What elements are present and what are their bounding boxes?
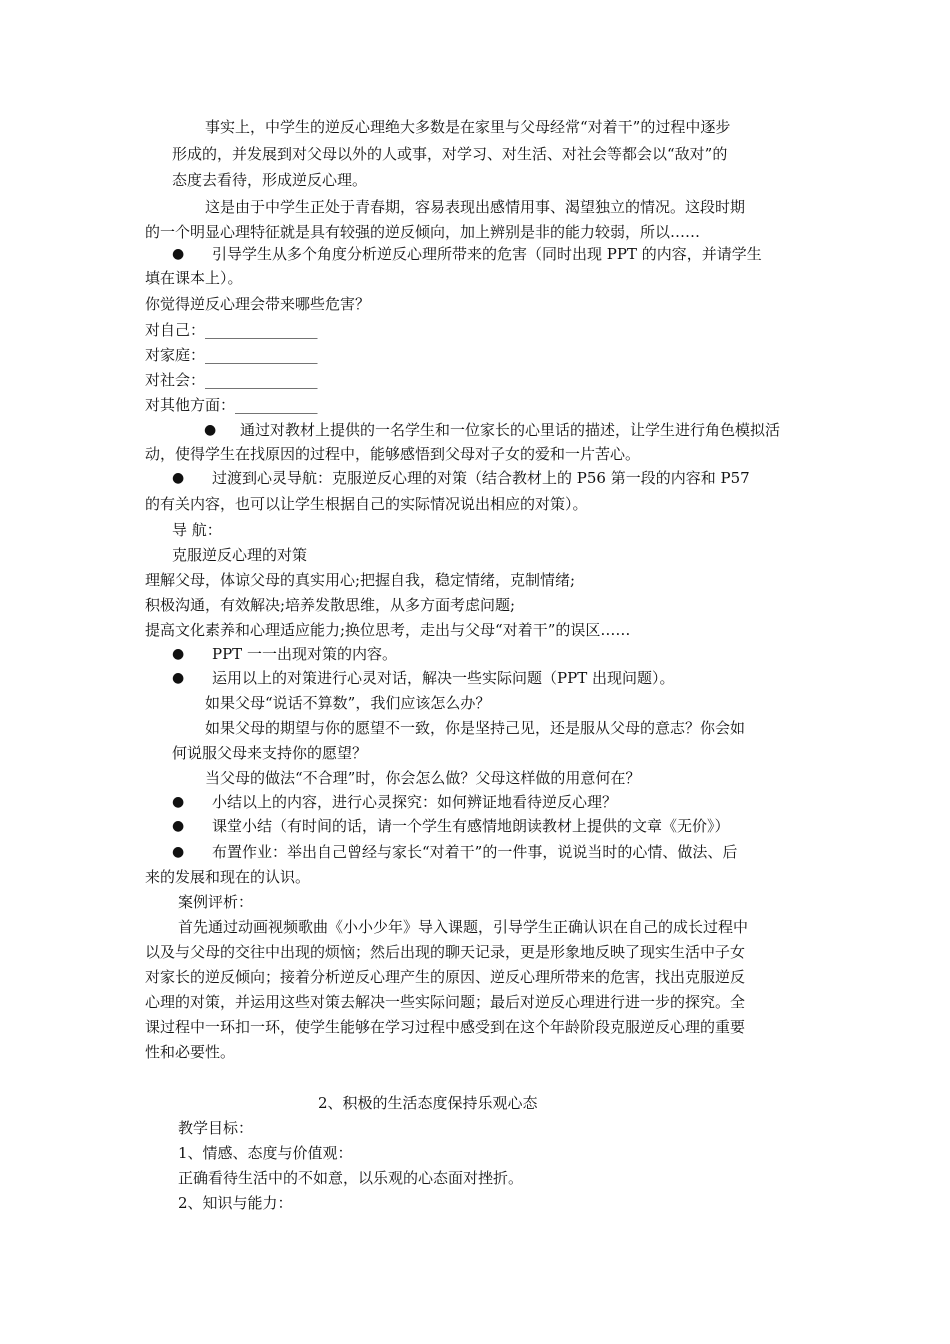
section-title: 2、积极的生活态度保持乐观心态 bbox=[318, 1094, 538, 1112]
bullet1-line1: 引导学生从多个角度分析逆反心理所带来的危害（同时出现 PPT 的内容，并请学生 bbox=[212, 245, 762, 263]
bullet-icon: ● bbox=[172, 470, 185, 486]
strategy-title: 克服逆反心理的对策 bbox=[172, 546, 308, 564]
bullet2-line2: 动，使得学生在找原因的过程中，能够感悟到父母对子女的爱和一片苦心。 bbox=[145, 445, 641, 463]
nav-heading: 导 航： bbox=[172, 521, 222, 539]
goal-item-1: 1、情感、态度与价值观： bbox=[178, 1144, 353, 1162]
bullet-icon: ● bbox=[172, 844, 185, 860]
case-review-heading: 案例评析： bbox=[178, 893, 254, 911]
goal-item-2: 2、知识与能力： bbox=[178, 1194, 293, 1212]
bullet-icon: ● bbox=[172, 246, 185, 262]
question-3: 当父母的做法“不合理”时，你会怎么做？父母这样做的用意何在？ bbox=[205, 769, 641, 787]
review-line2: 以及与父母的交往中出现的烦恼；然后出现的聊天记录，更是形象地反映了现实生活中子女 bbox=[145, 943, 746, 961]
question-harm: 你觉得逆反心理会带来哪些危害？ bbox=[145, 295, 371, 313]
bullet-icon: ● bbox=[172, 646, 185, 662]
review-line5: 课过程中一环扣一环，使学生能够在学习过程中感受到在这个年龄阶段克服逆反心理的重要 bbox=[145, 1018, 746, 1036]
bullet-icon: ● bbox=[204, 422, 217, 438]
bullet8-line2: 来的发展和现在的认识。 bbox=[145, 868, 311, 886]
review-line3: 对家长的逆反倾向；接着分析逆反心理产生的原因、逆反心理所带来的危害，找出克服逆反 bbox=[145, 968, 746, 986]
question-1: 如果父母“说话不算数”，我们应该怎么办？ bbox=[205, 694, 491, 712]
bullet-icon: ● bbox=[172, 670, 185, 686]
bullet3-line1: 过渡到心灵导航：克服逆反心理的对策（结合教材上的 P56 第一段的内容和 P57 bbox=[212, 469, 750, 487]
para2-line2: 的一个明显心理特征就是具有较强的逆反倾向，加上辨别是非的能力较弱，所以…… bbox=[145, 223, 701, 241]
bullet2-line1: 通过对教材上提供的一名学生和一位家长的心里话的描述，让学生进行角色模拟活 bbox=[240, 421, 781, 439]
question-2-line2: 何说服父母来支持你的愿望？ bbox=[172, 744, 368, 762]
strategy-line1: 理解父母，体谅父母的真实用心;把握自我，稳定情绪，克制情绪; bbox=[145, 571, 576, 589]
strategy-line3: 提高文化素养和心理适应能力;换位思考，走出与父母“对着干”的误区…… bbox=[145, 621, 631, 639]
review-line1: 首先通过动画视频歌曲《小小少年》导入课题，引导学生正确认识在自己的成长过程中 bbox=[178, 918, 749, 936]
blank-family: 对家庭：_______________ bbox=[145, 346, 318, 364]
bullet5-line1: 运用以上的对策进行心灵对话，解决一些实际问题（PPT 出现问题）。 bbox=[212, 669, 675, 687]
question-2-line1: 如果父母的期望与你的愿望不一致，你是坚持己见，还是服从父母的意志？你会如 bbox=[205, 719, 746, 737]
bullet4-line1: PPT 一一出现对策的内容。 bbox=[212, 645, 397, 663]
review-line6: 性和必要性。 bbox=[145, 1043, 236, 1061]
para1-line3: 态度去看待，形成逆反心理。 bbox=[172, 171, 368, 189]
strategy-line2: 积极沟通，有效解决;培养发散思维，从多方面考虑问题; bbox=[145, 596, 516, 614]
para2-line1: 这是由于中学生正处于青春期，容易表现出感情用事、渴望独立的情况。这段时期 bbox=[205, 198, 746, 216]
bullet-icon: ● bbox=[172, 818, 185, 834]
para1-line2: 形成的，并发展到对父母以外的人或事，对学习、对生活、对社会等都会以“敌对”的 bbox=[172, 145, 728, 163]
review-line4: 心理的对策，并运用这些对策去解决一些实际问题；最后对逆反心理进行进一步的探究。全 bbox=[145, 993, 746, 1011]
bullet7-line1: 课堂小结（有时间的话，请一个学生有感情地朗读教材上提供的文章《无价》） bbox=[212, 817, 730, 835]
para1-line1: 事实上，中学生的逆反心理绝大多数是在家里与父母经常“对着干”的过程中逐步 bbox=[205, 118, 731, 136]
blank-self: 对自己：_______________ bbox=[145, 321, 318, 339]
bullet3-line2: 的有关内容，也可以让学生根据自己的实际情况说出相应的对策）。 bbox=[145, 495, 588, 513]
bullet1-line2: 填在课本上）。 bbox=[145, 269, 243, 287]
goal-item-1-text: 正确看待生活中的不如意，以乐观的心态面对挫折。 bbox=[178, 1169, 524, 1187]
blank-society: 对社会：_______________ bbox=[145, 371, 318, 389]
bullet8-line1: 布置作业：举出自己曾经与家长“对着干”的一件事，说说当时的心情、做法、后 bbox=[212, 843, 738, 861]
bullet6-line1: 小结以上的内容，进行心灵探究：如何辨证地看待逆反心理？ bbox=[212, 793, 618, 811]
bullet-icon: ● bbox=[172, 794, 185, 810]
blank-other: 对其他方面：___________ bbox=[145, 396, 318, 414]
teaching-goal-heading: 教学目标： bbox=[178, 1119, 254, 1137]
